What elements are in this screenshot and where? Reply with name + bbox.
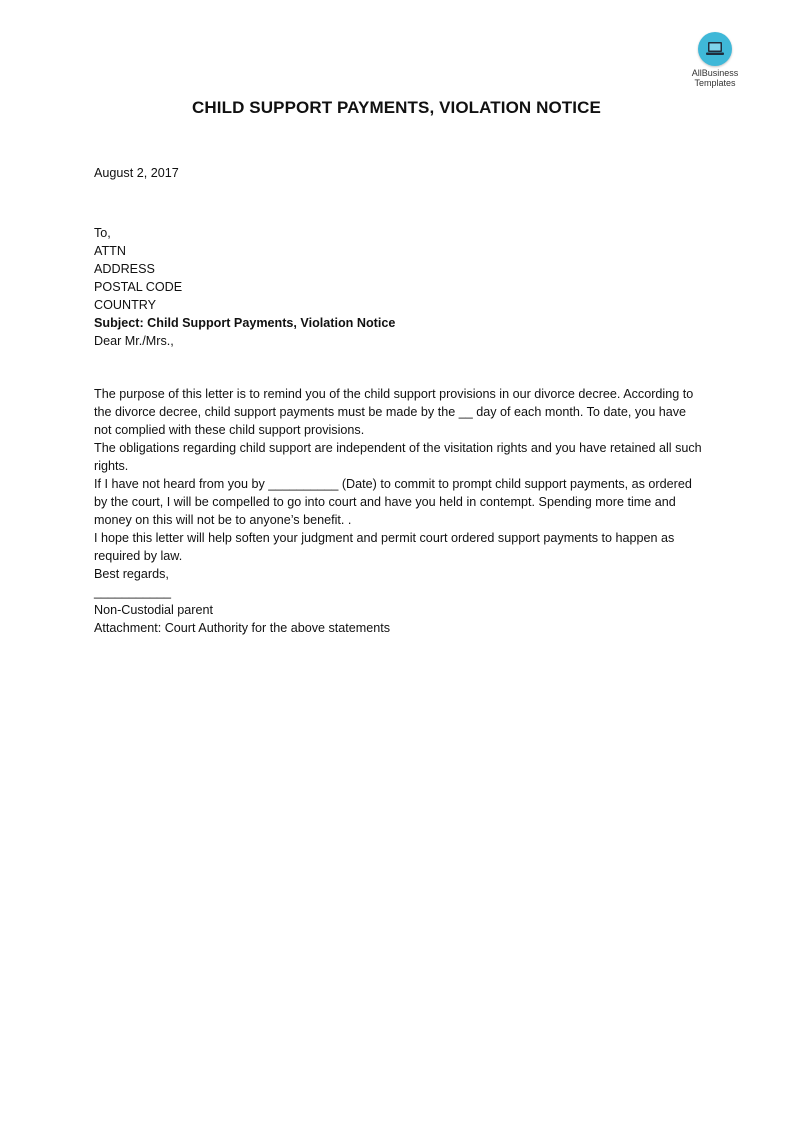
attachment-note: Attachment: Court Authority for the above statements bbox=[94, 621, 391, 635]
closing: Best regards, bbox=[94, 567, 169, 581]
paragraph-4: I hope this letter will help soften your judgment and permit court ordered support payments to happen as required by law. bbox=[94, 531, 675, 563]
address-to: To, bbox=[94, 226, 111, 240]
logo-text-line2: Templates bbox=[694, 78, 736, 88]
address-country: COUNTRY bbox=[94, 298, 157, 312]
logo-text-line1: AllBusiness bbox=[691, 68, 739, 78]
recipient-address bbox=[94, 224, 704, 314]
address-line: ADDRESS bbox=[94, 262, 155, 276]
address-attn: ATTN bbox=[94, 244, 126, 258]
letter-body bbox=[94, 164, 704, 637]
paragraph-1: The purpose of this letter is to remind you of the child support provisions in our divorce decree. According to the divorce decree, child support payments must be made by the __ day of each month. To date, you have not complied with these child support provisions. bbox=[94, 387, 694, 437]
address-postal: POSTAL CODE bbox=[94, 280, 183, 294]
laptop-icon bbox=[698, 32, 732, 66]
letter-subject: Subject: Child Support Payments, Violation Notice bbox=[94, 316, 396, 330]
document-title: CHILD SUPPORT PAYMENTS, VIOLATION NOTICE bbox=[192, 98, 601, 117]
signature-name: Non-Custodial parent bbox=[94, 603, 214, 617]
salutation: Dear Mr./Mrs., bbox=[94, 334, 174, 348]
paragraph-2: The obligations regarding child support are independent of the visitation rights and you have retained all such rights. bbox=[94, 441, 702, 473]
allbusiness-logo[interactable] bbox=[686, 32, 744, 88]
signature-line: ___________ bbox=[94, 585, 172, 599]
paragraph-3: If I have not heard from you by __________ (Date) to commit to prompt child support payments, as ordered by the court, I will be compelled to go into court and have you held in contempt. Spending more time and money on this will not be to anyone’s benefit. . bbox=[94, 477, 692, 527]
letter-date: August 2, 2017 bbox=[94, 166, 179, 180]
